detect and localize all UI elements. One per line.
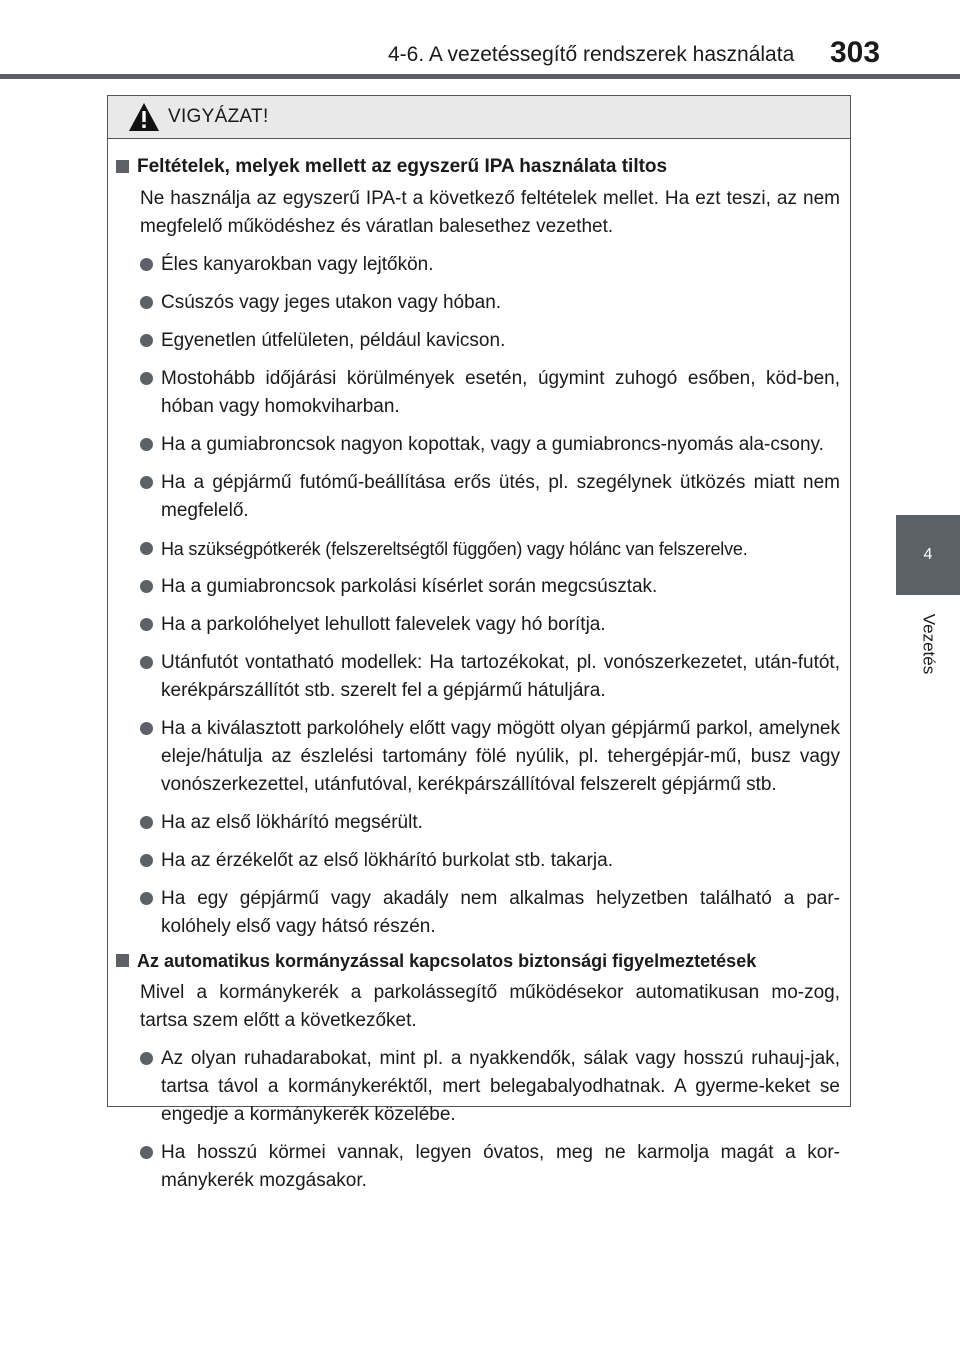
bullet-dot-icon (140, 334, 153, 347)
bullet-dot-icon (140, 656, 153, 669)
section-intro: Ne használja az egyszerű IPA-t a következő feltételek mellet. Ha ezt teszi, az nem megfelelő működéshez és váratlan balesethez vezethet. (140, 188, 840, 237)
square-bullet-icon (116, 160, 129, 173)
list-item-text: Ha egy gépjármű vagy akadály nem alkalmas helyzetben található a par-kolóhely első vagy hátsó részén. (161, 888, 840, 937)
caution-title: VIGYÁZAT! (168, 106, 269, 127)
chapter-label (903, 604, 953, 684)
bullet-dot-icon (140, 580, 153, 593)
list-item-text: Ha a gumiabroncsok parkolási kísérlet során megcsúsztak. (161, 576, 658, 597)
section-heading (116, 153, 840, 181)
bullet-dot-icon (140, 618, 153, 631)
caution-body (108, 139, 850, 1195)
list-item-text: Ha a gumiabroncsok nagyon kopottak, vagy a gumiabroncs-nyomás ala-csony. (161, 434, 824, 455)
section-heading (116, 947, 840, 975)
bullet-dot-icon (140, 854, 153, 867)
list-item (140, 573, 840, 601)
list-item-text: Az olyan ruhadarabokat, mint pl. a nyakkendők, sálak vagy hosszú ruhauj-jak, tartsa távol a kormánykeréktől, mert belegabalyodhatnak. A gyerme-keket se engedje a kormánykerék közelébe. (161, 1048, 840, 1125)
list-item (140, 327, 840, 355)
list-item (140, 1139, 840, 1195)
section-heading-text: Az automatikus kormányzással kapcsolatos biztonsági figyelmeztetések (137, 951, 757, 971)
list-item (140, 1045, 840, 1129)
list-item-text: Ha a kiválasztott parkolóhely előtt vagy mögött olyan gépjármű parkol, amelynek eleje/hátulja az észlelési tartomány fölé nyúlik, pl. tehergépjár-mű, busz vagy vonószerkezettel, utánfutóval, kerékpárszállítóval felszerelt gépjármű stb. (161, 718, 840, 795)
bullet-dot-icon (140, 1146, 153, 1159)
caution-header (108, 96, 850, 139)
list-item (140, 611, 840, 639)
square-bullet-icon (116, 954, 129, 967)
list-item-text: Mostohább időjárási körülmények esetén, úgymint zuhogó esőben, köd-ben, hóban vagy homokviharban. (161, 368, 840, 417)
bullet-dot-icon (140, 892, 153, 905)
bullet-dot-icon (140, 476, 153, 489)
list-item (140, 365, 840, 421)
list-item-text: Ha hosszú körmei vannak, legyen óvatos, meg ne karmolja magát a kor-mánykerék mozgásakor. (161, 1142, 840, 1191)
list-item (140, 431, 840, 459)
list-item (140, 649, 840, 705)
section-heading-text: Feltételek, melyek mellett az egyszerű IPA használata tiltos (137, 156, 668, 177)
list-item (140, 885, 840, 941)
bullet-dot-icon (140, 296, 153, 309)
list-item-text: Ha a parkolóhelyet lehullott falevelek vagy hó borítja. (161, 614, 606, 635)
bullet-dot-icon (140, 1052, 153, 1065)
section-intro: Mivel a kormánykerék a parkolássegítő működésekor automatikusan mo-zog, tartsa szem előtt a következőket. (140, 982, 840, 1031)
list-item (140, 715, 840, 799)
caution-box (107, 95, 851, 1191)
list-item-text: Ha az első lökhárító megsérült. (161, 812, 423, 833)
list-item-text: Ha a gépjármű futómű-beállítása erős ütés, pl. szegélynek ütközés miatt nem megfelelő. (161, 472, 840, 521)
chapter-tab (896, 515, 960, 595)
list-item-text: Éles kanyarokban vagy lejtőkön. (161, 254, 434, 275)
bullet-dot-icon (140, 372, 153, 385)
bullet-dot-icon (140, 722, 153, 735)
list-item-text: Csúszós vagy jeges utakon vagy hóban. (161, 292, 502, 313)
list-item (140, 847, 840, 875)
list-item-text: Ha az érzékelőt az első lökhárító burkolat stb. takarja. (161, 850, 614, 871)
bullet-dot-icon (140, 438, 153, 451)
header-rule (0, 74, 960, 79)
running-header-title: 4-6. A vezetéssegítő rendszerek használata (388, 43, 795, 66)
list-item (140, 809, 840, 837)
bullet-dot-icon (140, 258, 153, 271)
list-item (140, 289, 840, 317)
chapter-number: 4 (923, 546, 933, 563)
warning-triangle-icon (128, 102, 160, 132)
list-item-text: Utánfutót vontatható modellek: Ha tartozékokat, pl. vonószerkezetet, után-futót, kerékpárszállítót stb. szerelt fel a gépjármű hátuljára. (161, 652, 840, 701)
list-item (140, 251, 840, 279)
page-number: 303 (830, 36, 881, 69)
list-item (140, 469, 840, 525)
bullet-dot-icon (140, 816, 153, 829)
bullet-dot-icon (140, 542, 153, 555)
list-item-text: Ha szükségpótkerék (felszereltségtől függően) vagy hólánc van felszerelve. (161, 539, 748, 559)
list-item (140, 535, 840, 563)
list-item-text: Egyenetlen útfelületen, például kavicson. (161, 330, 506, 351)
chapter-label-text: Vezetés (919, 613, 938, 675)
